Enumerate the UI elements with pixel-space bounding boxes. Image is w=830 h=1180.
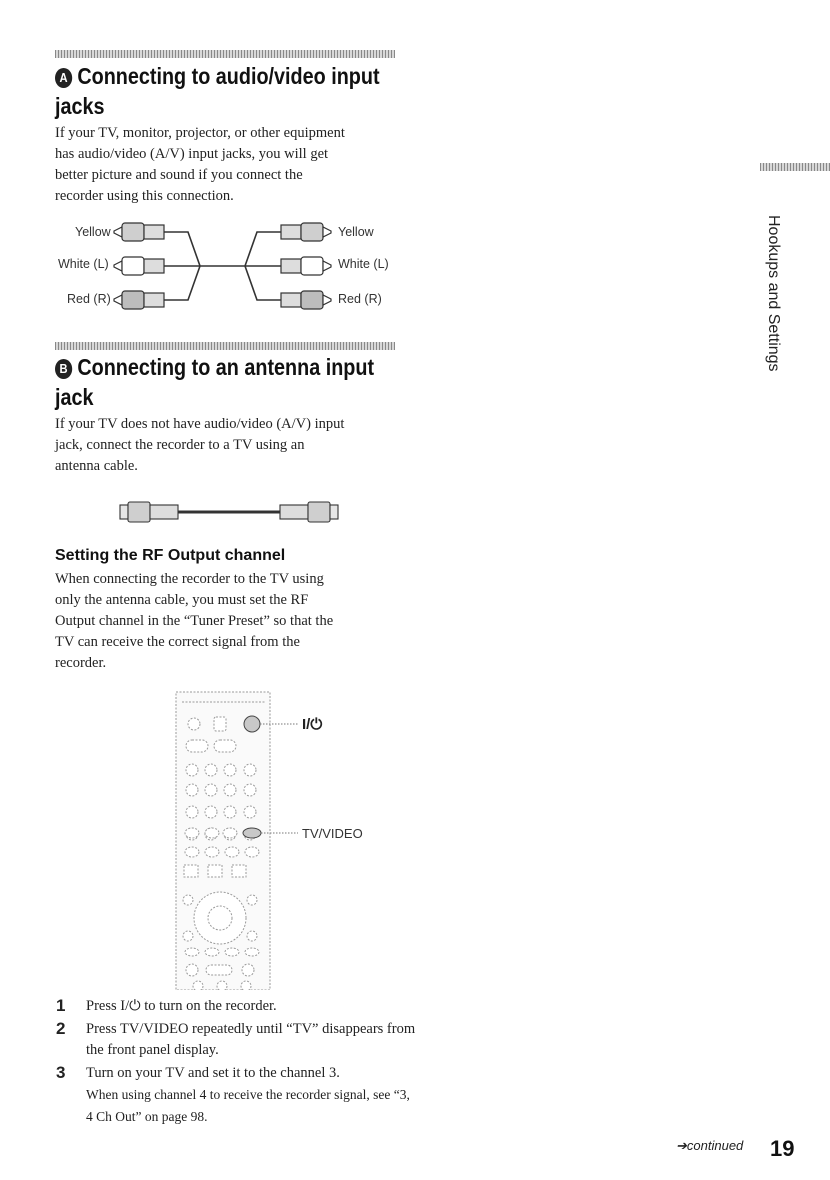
section-b-line: If your TV does not have audio/video (A/V) input (55, 416, 345, 432)
label-left-white: White (L) (58, 257, 109, 271)
label-right-white: White (L) (338, 257, 389, 271)
section-b-line: antenna cable. (55, 458, 138, 474)
power-button (244, 716, 260, 732)
label-power-button: I/⏻ (302, 716, 323, 733)
section-a-title-line2: jacks (55, 93, 105, 119)
tv-video-button (243, 828, 261, 838)
left-white-plug (114, 257, 164, 275)
label-left-yellow: Yellow (75, 225, 111, 239)
rf-line: TV can receive the correct signal from the (55, 634, 300, 650)
step-2 (56, 1019, 416, 1061)
side-tab-rule (760, 163, 830, 171)
label-right-yellow: Yellow (338, 225, 374, 239)
section-a-badge: A (55, 68, 72, 88)
step-3 (56, 1063, 416, 1128)
section-a-line: has audio/video (A/V) input jacks, you will get (55, 146, 329, 162)
step-2-number: 2 (56, 1019, 66, 1038)
section-b-body (55, 414, 405, 477)
av-cable-diagram (110, 215, 335, 315)
step-1-number: 1 (56, 996, 66, 1015)
section-a-heading (55, 61, 399, 121)
label-tv-video-button: TV/VIDEO (302, 826, 363, 841)
rf-line: Output channel in the “Tuner Preset” so that the (55, 613, 334, 629)
rf-body (55, 569, 405, 674)
section-b-rule (55, 342, 395, 350)
label-right-red: Red (R) (338, 292, 382, 306)
antenna-cable-diagram (118, 498, 340, 526)
step-3-subtext: When using channel 4 to receive the recorder signal, see “3, 4 Ch Out” on page 98. (86, 1087, 410, 1124)
section-a-rule (55, 50, 395, 58)
right-red-plug (281, 291, 331, 309)
section-a-line: recorder using this connection. (55, 188, 234, 204)
section-a-title-line1: Connecting to audio/video input (77, 63, 380, 89)
section-a-body (55, 123, 405, 207)
section-b-title-line1: Connecting to an antenna input (77, 354, 375, 380)
section-b-badge: B (55, 359, 72, 379)
left-red-plug (114, 291, 164, 309)
right-yellow-plug (281, 223, 331, 241)
rf-heading: Setting the RF Output channel (55, 547, 286, 564)
section-a-line: better picture and sound if you connect the (55, 167, 303, 183)
continued-indicator: ➔continued (676, 1138, 744, 1153)
step-3-text: Turn on your TV and set it to the channel 3. (86, 1065, 340, 1081)
rf-line: only the antenna cable, you must set the RF (55, 592, 309, 608)
rf-line: recorder. (55, 655, 107, 671)
section-a-line: If your TV, monitor, projector, or other equipment (55, 125, 345, 141)
step-2-text: Press TV/VIDEO repeatedly until “TV” disappears from the front panel display. (86, 1021, 416, 1058)
step-1-text: Press I/⏻ to turn on the recorder. (86, 998, 277, 1014)
instruction-steps (56, 996, 416, 1130)
page-number: 19 (770, 1136, 795, 1161)
av-cable-wire (164, 232, 281, 300)
right-white-plug (281, 257, 331, 275)
left-yellow-plug (114, 223, 164, 241)
side-tab-label: Hookups and Settings (765, 215, 782, 372)
section-b-line: jack, connect the recorder to a TV using an (55, 437, 305, 453)
section-b-title-line2: jack (55, 384, 94, 410)
step-1 (56, 996, 416, 1017)
section-b-heading (55, 352, 399, 412)
label-left-red: Red (R) (67, 292, 111, 306)
step-3-number: 3 (56, 1063, 66, 1082)
rf-line: When connecting the recorder to the TV using (55, 571, 324, 587)
